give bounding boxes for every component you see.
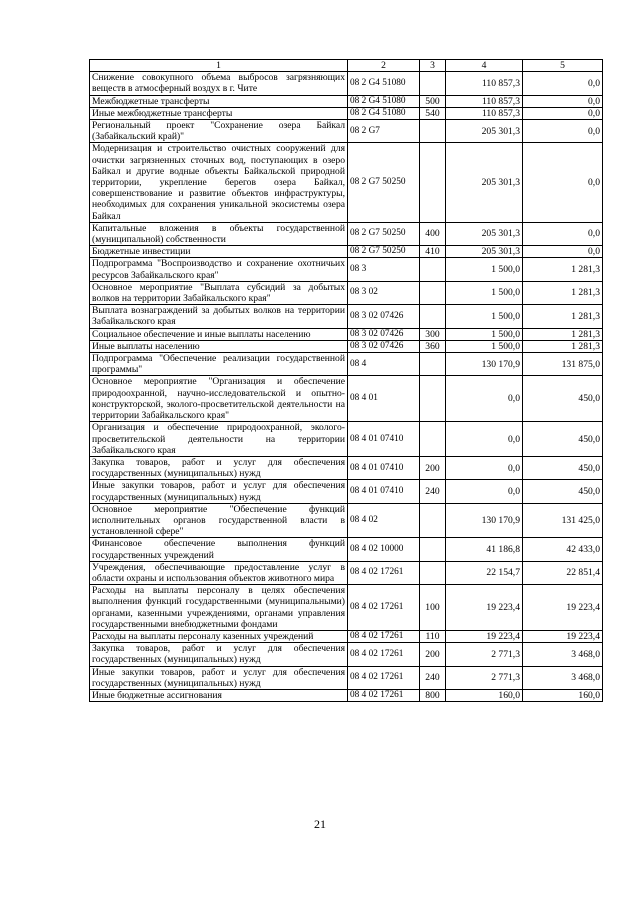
cell-amount-col5: 450,0 xyxy=(523,456,603,479)
cell-name: Расходы на выплаты персоналу казенных учреждений xyxy=(90,630,348,642)
cell-amount-col4: 41 186,8 xyxy=(446,538,523,561)
cell-amount-col4: 0,0 xyxy=(446,480,523,503)
cell-expense-type: 200 xyxy=(420,643,446,666)
cell-amount-col4: 0,0 xyxy=(446,456,523,479)
table-header-row xyxy=(90,60,603,72)
table-row xyxy=(90,538,603,561)
cell-name: Основное мероприятие "Обеспечение функций исполнительных органов государственной власти в установленной сфере" xyxy=(90,503,348,538)
cell-expense-type: 110 xyxy=(420,630,446,642)
cell-code: 08 2 G4 51080 xyxy=(348,72,420,95)
cell-amount-col4: 19 223,4 xyxy=(446,585,523,631)
cell-amount-col4: 110 857,3 xyxy=(446,107,523,119)
cell-amount-col5: 19 223,4 xyxy=(523,630,603,642)
cell-amount-col4: 205 301,3 xyxy=(446,120,523,143)
cell-name: Учреждения, обеспечивающие предоставление услуг в области охраны и использования объектов животного мира xyxy=(90,561,348,584)
cell-name: Модернизация и строительство очистных сооружений для очистки загрязненных сточных вод, поступающих в озеро Байкал и другие водные объекты Байкальской природной территории, укрепление берегов озера Байкал, совершенствование и развитие объектов инфраструктуры, необходимых для сохранения уникальной экосистемы озера Байкал xyxy=(90,143,348,222)
cell-amount-col4: 205 301,3 xyxy=(446,143,523,222)
cell-amount-col4: 205 301,3 xyxy=(446,222,523,245)
table-row xyxy=(90,246,603,258)
table-row xyxy=(90,643,603,666)
cell-amount-col5: 1 281,3 xyxy=(523,328,603,340)
cell-name: Выплата вознаграждений за добытых волков на территории Забайкальского края xyxy=(90,305,348,328)
cell-code: 08 3 02 07426 xyxy=(348,305,420,328)
cell-amount-col4: 22 154,7 xyxy=(446,561,523,584)
cell-code: 08 4 01 07410 xyxy=(348,422,420,457)
table-row xyxy=(90,143,603,222)
cell-name: Организация и обеспечение природоохранной, эколого-просветительской деятельности на территории Забайкальского края xyxy=(90,422,348,457)
cell-name: Закупка товаров, работ и услуг для обеспечения государственных (муниципальных) нужд xyxy=(90,456,348,479)
cell-code: 08 2 G7 xyxy=(348,120,420,143)
cell-amount-col4: 0,0 xyxy=(446,376,523,422)
budget-table xyxy=(89,59,603,702)
cell-amount-col5: 3 468,0 xyxy=(523,643,603,666)
cell-amount-col5: 0,0 xyxy=(523,107,603,119)
cell-amount-col4: 130 170,9 xyxy=(446,503,523,538)
cell-name: Подпрограмма "Воспроизводство и сохранение охотничьих ресурсов Забайкальского края" xyxy=(90,258,348,281)
cell-amount-col4: 2 771,3 xyxy=(446,666,523,689)
cell-amount-col4: 1 500,0 xyxy=(446,305,523,328)
cell-amount-col4: 160,0 xyxy=(446,689,523,701)
table-row xyxy=(90,328,603,340)
table-row xyxy=(90,340,603,352)
cell-amount-col5: 1 281,3 xyxy=(523,258,603,281)
cell-code: 08 2 G4 51080 xyxy=(348,95,420,107)
cell-name: Иные закупки товаров, работ и услуг для обеспечения государственных (муниципальных) нужд xyxy=(90,480,348,503)
table-row xyxy=(90,503,603,538)
cell-code: 08 3 02 07426 xyxy=(348,328,420,340)
cell-expense-type xyxy=(420,353,446,376)
table-row xyxy=(90,630,603,642)
cell-amount-col5: 450,0 xyxy=(523,376,603,422)
table-row xyxy=(90,561,603,584)
cell-expense-type xyxy=(420,305,446,328)
cell-amount-col4: 2 771,3 xyxy=(446,643,523,666)
cell-amount-col4: 0,0 xyxy=(446,422,523,457)
cell-code: 08 2 G7 50250 xyxy=(348,143,420,222)
cell-amount-col5: 0,0 xyxy=(523,222,603,245)
cell-name: Подпрограмма "Обеспечение реализации государственной программы" xyxy=(90,353,348,376)
cell-expense-type xyxy=(420,538,446,561)
table-row xyxy=(90,95,603,107)
page-number: 21 xyxy=(314,817,326,831)
cell-code: 08 4 02 17261 xyxy=(348,689,420,701)
cell-name: Бюджетные инвестиции xyxy=(90,246,348,258)
header-col-1: 1 xyxy=(90,60,348,72)
table-row xyxy=(90,305,603,328)
table-body xyxy=(90,72,603,702)
cell-amount-col5: 0,0 xyxy=(523,143,603,222)
table-row xyxy=(90,666,603,689)
cell-amount-col5: 0,0 xyxy=(523,95,603,107)
cell-code: 08 2 G7 50250 xyxy=(348,222,420,245)
cell-code: 08 3 02 07426 xyxy=(348,340,420,352)
cell-amount-col4: 1 500,0 xyxy=(446,340,523,352)
cell-amount-col5: 131 875,0 xyxy=(523,353,603,376)
cell-amount-col4: 205 301,3 xyxy=(446,246,523,258)
cell-code: 08 4 02 17261 xyxy=(348,643,420,666)
table-row xyxy=(90,107,603,119)
cell-code: 08 3 02 xyxy=(348,281,420,304)
table-row xyxy=(90,376,603,422)
cell-code: 08 4 01 xyxy=(348,376,420,422)
cell-code: 08 4 02 10000 xyxy=(348,538,420,561)
cell-name: Социальное обеспечение и иные выплаты населению xyxy=(90,328,348,340)
table-row xyxy=(90,422,603,457)
cell-name: Региональный проект "Сохранение озера Байкал (Забайкальский край)" xyxy=(90,120,348,143)
cell-amount-col4: 19 223,4 xyxy=(446,630,523,642)
cell-expense-type xyxy=(420,120,446,143)
cell-amount-col5: 22 851,4 xyxy=(523,561,603,584)
cell-expense-type xyxy=(420,376,446,422)
table-row xyxy=(90,72,603,95)
cell-amount-col5: 1 281,3 xyxy=(523,281,603,304)
cell-expense-type: 800 xyxy=(420,689,446,701)
cell-expense-type: 540 xyxy=(420,107,446,119)
table-row xyxy=(90,222,603,245)
cell-expense-type: 240 xyxy=(420,480,446,503)
cell-amount-col5: 0,0 xyxy=(523,120,603,143)
cell-amount-col4: 1 500,0 xyxy=(446,328,523,340)
cell-expense-type xyxy=(420,281,446,304)
cell-code: 08 4 xyxy=(348,353,420,376)
cell-code: 08 4 02 17261 xyxy=(348,666,420,689)
cell-name: Межбюджетные трансферты xyxy=(90,95,348,107)
cell-name: Расходы на выплаты персоналу в целях обеспечения выполнения функций государственными (муниципальными) органами, казенными учреждениями, органами управления государственными внебюджетными фондами xyxy=(90,585,348,631)
cell-amount-col4: 110 857,3 xyxy=(446,72,523,95)
cell-code: 08 4 02 17261 xyxy=(348,561,420,584)
cell-amount-col5: 160,0 xyxy=(523,689,603,701)
cell-expense-type: 360 xyxy=(420,340,446,352)
cell-amount-col5: 19 223,4 xyxy=(523,585,603,631)
cell-expense-type: 400 xyxy=(420,222,446,245)
cell-expense-type xyxy=(420,72,446,95)
table-row xyxy=(90,456,603,479)
table-row xyxy=(90,480,603,503)
cell-code: 08 4 02 xyxy=(348,503,420,538)
cell-code: 08 4 01 07410 xyxy=(348,480,420,503)
cell-name: Основное мероприятие "Выплата субсидий за добытых волков на территории Забайкальского края" xyxy=(90,281,348,304)
cell-code: 08 4 01 07410 xyxy=(348,456,420,479)
cell-name: Иные закупки товаров, работ и услуг для обеспечения государственных (муниципальных) нужд xyxy=(90,666,348,689)
cell-amount-col4: 110 857,3 xyxy=(446,95,523,107)
cell-amount-col5: 450,0 xyxy=(523,480,603,503)
cell-name: Основное мероприятие "Организация и обеспечение природоохранной, научно-исследовательской и опытно-конструкторской, эколого-просветительской деятельности на территории Забайкальского края" xyxy=(90,376,348,422)
cell-amount-col5: 1 281,3 xyxy=(523,305,603,328)
cell-code: 08 2 G4 51080 xyxy=(348,107,420,119)
cell-name: Иные бюджетные ассигнования xyxy=(90,689,348,701)
header-col-3: 3 xyxy=(420,60,446,72)
table-row xyxy=(90,585,603,631)
cell-name: Капитальные вложения в объекты государственной (муниципальной) собственности xyxy=(90,222,348,245)
table-row xyxy=(90,281,603,304)
cell-amount-col5: 131 425,0 xyxy=(523,503,603,538)
cell-expense-type xyxy=(420,561,446,584)
cell-amount-col4: 130 170,9 xyxy=(446,353,523,376)
cell-expense-type: 500 xyxy=(420,95,446,107)
cell-amount-col5: 1 281,3 xyxy=(523,340,603,352)
cell-code: 08 3 xyxy=(348,258,420,281)
cell-expense-type: 240 xyxy=(420,666,446,689)
table-row xyxy=(90,689,603,701)
table-row xyxy=(90,258,603,281)
header-col-2: 2 xyxy=(348,60,420,72)
cell-name: Иные выплаты населению xyxy=(90,340,348,352)
cell-expense-type: 100 xyxy=(420,585,446,631)
cell-name: Закупка товаров, работ и услуг для обеспечения государственных (муниципальных) нужд xyxy=(90,643,348,666)
cell-name: Иные межбюджетные трансферты xyxy=(90,107,348,119)
cell-expense-type xyxy=(420,258,446,281)
table-row xyxy=(90,353,603,376)
cell-code: 08 2 G7 50250 xyxy=(348,246,420,258)
cell-expense-type: 410 xyxy=(420,246,446,258)
cell-code: 08 4 02 17261 xyxy=(348,630,420,642)
cell-expense-type xyxy=(420,422,446,457)
cell-expense-type xyxy=(420,503,446,538)
cell-expense-type xyxy=(420,143,446,222)
cell-name: Финансовое обеспечение выполнения функций государственных учреждений xyxy=(90,538,348,561)
header-col-5: 5 xyxy=(523,60,603,72)
cell-name: Снижение совокупного объема выбросов загрязняющих веществ в атмосферный воздух в г. Чите xyxy=(90,72,348,95)
cell-amount-col5: 450,0 xyxy=(523,422,603,457)
cell-amount-col5: 42 433,0 xyxy=(523,538,603,561)
cell-amount-col5: 0,0 xyxy=(523,72,603,95)
cell-expense-type: 200 xyxy=(420,456,446,479)
cell-amount-col5: 3 468,0 xyxy=(523,666,603,689)
cell-expense-type: 300 xyxy=(420,328,446,340)
cell-amount-col5: 0,0 xyxy=(523,246,603,258)
cell-amount-col4: 1 500,0 xyxy=(446,258,523,281)
header-col-4: 4 xyxy=(446,60,523,72)
cell-code: 08 4 02 17261 xyxy=(348,585,420,631)
table-row xyxy=(90,120,603,143)
cell-amount-col4: 1 500,0 xyxy=(446,281,523,304)
